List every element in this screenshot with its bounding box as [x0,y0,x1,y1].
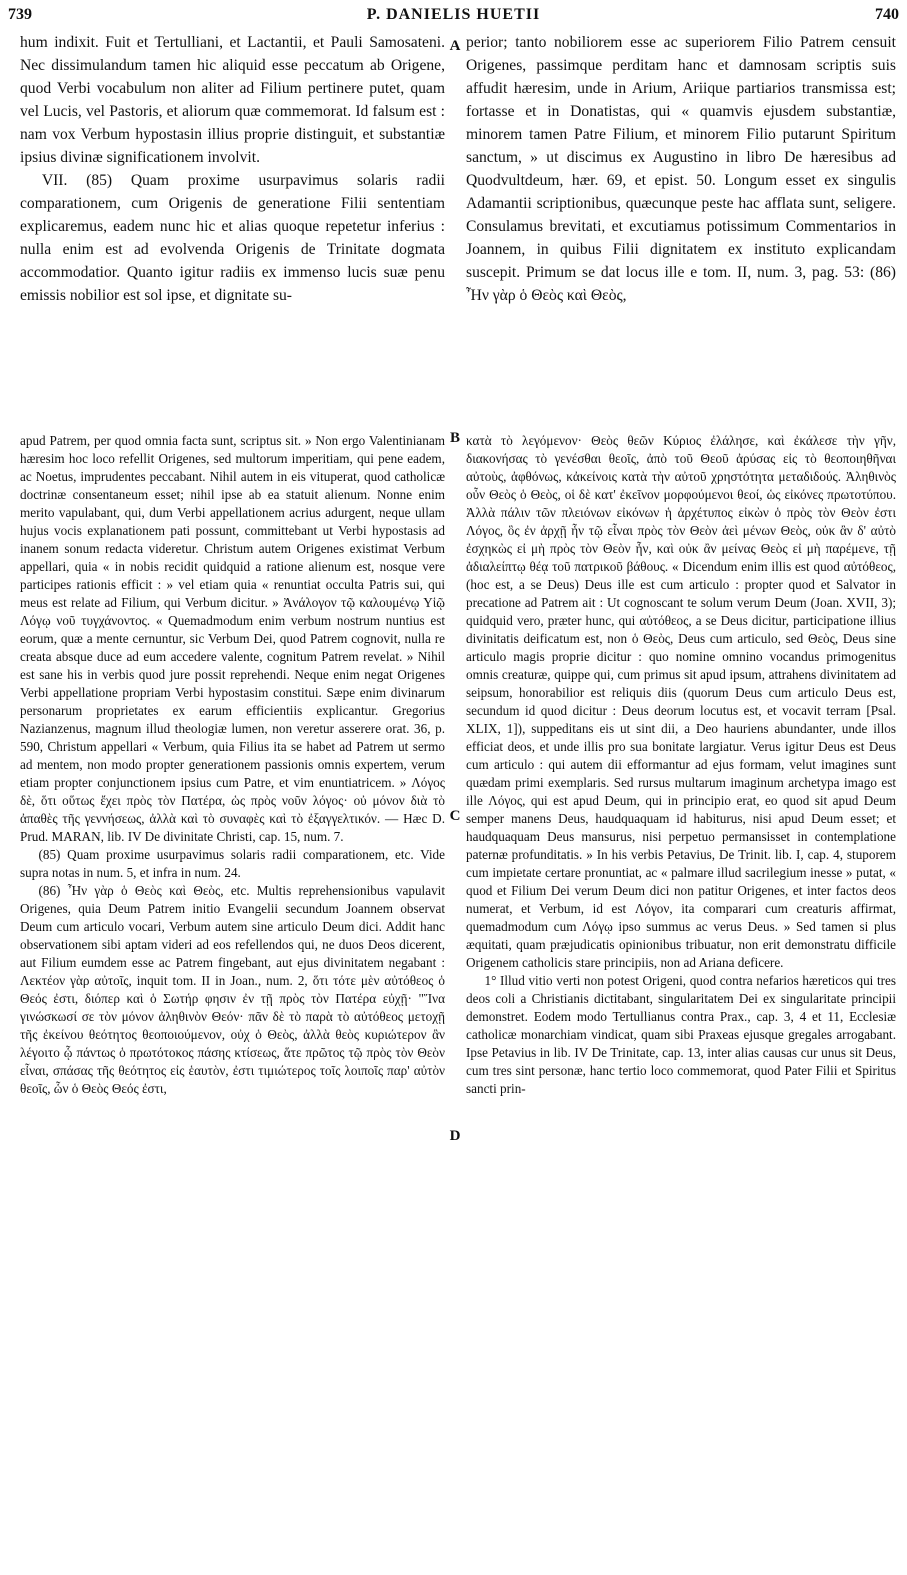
note-paragraph: κατὰ τὸ λεγόμενον· Θεὸς θεῶν Κύριος ἐλάλησε, καὶ ἐκάλεσε τὴν γῆν, διακονήσας τὸ γενέσθαι θεοῖς, ἀπὸ τοῦ Θεοῦ ἀρύσας εἰς τὸ θεοποιηθῆναι αὐτοὺς, ἀφθόνως, κἀκείνοις κατὰ τὴν αὐτοῦ χρηστότητα μεταδιδούς. Ἀληθινὸς οὖν Θεὸς ὁ Θεὸς, οἱ δὲ κατ' ἐκεῖνον μορφούμενοι θεοί, ὡς εἰκόνες πρωτοτύπου. Ἀλλὰ πάλιν τῶν πλειόνων εἰκόνων ἡ ἀρχέτυπος εἰκὼν ὁ πρὸς τὸν Θεὸν ἐστι Λόγος, ὃς ἐν ἀρχῇ ἦν τῷ εἶναι πρὸς τὸν Θεὸν ἀεὶ μένων Θεὸς, οὐκ ἂν δ' αὐτὸ ἐσχηκὼς εἰ μὴ πρὸς τὸν Θεὸν ἦν, καὶ οὐκ ἂν μείνας Θεὸς εἰ μὴ παρέμενε, τῇ ἀδιαλείπτῳ θέᾳ τοῦ πατρικοῦ βάθους. « Dicendum enim illis est quod αὐτόθεος, (hoc est, a se Deus) Deus ille est cum articulo : propter quod et Salvator in precatione ad Patrem ait : Ut cognoscant te solum verum Deum (Joan. XVII, 3); quidquid vero, præter hunc, qui αὐτόθεος, a se Deus dicitur, participatione illius divinitatis deificatum est, non ὁ Θεὸς, Deus cum articulo, sed Θεὸς, Deus sine articulo magis proprie dicitur : quo nomine omnino vocandus primogenitus omnis creaturæ, quippe qui, cum primus sit apud ipsum, attrahens divinitatem ad seipsum, honorabilior est reliquis diis (quorum Deus cum articulo Deus est, secundum id quod dicitur : Deus deorum locutus est, et vocavit terram [Psal. XLIX, 1]), suppeditans eis ut sint dii, a Deo hauriens abundanter, unde illos efficiat deos, et unde illis pro sua bonitate largiatur. Verus igitur Deus est Deus cum articulo : qui autem dii efformantur ad ejus formam, velut imagines sunt quædam primi exemplaris. Sed rursus multarum imaginum archetypa imago est ille Λόγος, qui est apud Deum, qui in principio erat, eo quod sit apud Deum semper manens Deus, haudquaquam id habiturus, nisi apud Deum esset; et haudquaquam Deus mansurus, nisi perpetuo permansisset in contemplatione paternæ profunditatis. » In his verbis Petavius, De Trinit. lib. I, cap. 4, stuporem cum impietate certare pronuntiat, ac « palmare illud sacrilegium inesse » putat, « quod et Filium Dei verum Deum dici non patitur Origenes, et inter factos deos numerat, et Verbum, id est Λόγον, ita comparari cum creaturis affirmat, quemadmodum cum Λόγῳ ipso summus ac verus Deus. » Sed tamen si plus æquitati, quam præjudicatis opinionibus tribuatur, non erit demonstratu difficile Origenem catholicis stare principiis, non ad Ariana deficere. [466,433,896,970]
margin-marker-c: C [449,808,461,824]
lower-right-notes-column [466,432,896,1567]
paragraph: hum indixit. Fuit et Tertulliani, et Lactantii, et Pauli Samosateni. Nec dissimulandum tamen hic aliquid esse peccatum ab Origene, quod Verbi vocabulum non aliter ad Filium pertinere putet, quam vel Lucis, vel Pastoris, et aliorum quæ commemorat. Id falsum est : nam vox Verbum hypostasin illius proprie distinguit, et substantiæ ipsius divinæ significationem involvit. [20,34,445,166]
upper-right-column [466,31,896,426]
upper-left-column [20,31,445,426]
paragraph: perior; tanto nobiliorem esse ac superiorem Filio Patrem censuit Origenes, passimque perditam hanc et damnosam scriptis suis affudit hæresim, unde in Arium, Ariique partiarios transmissa est; fortasse et in Donatistas, qui « quamvis ejusdem substantiæ, minorem tamen Patre Filium, et minorem Filio putarunt Spiritum sanctum, » ut discimus ex Augustino in libro De hæresibus ad Quodvultdeum, hær. 69, et epist. 50. Longum esset ex singulis Adamantii scriptionibus, quæcunque peste hac afflata sunt, seligere. Consulamus brevitati, et excutiamus potissimum Commentarios in Joannem, in quibus Filii dignitatem ex instituto explicandam suscepit. Primum se dat locus ille e tom. II, num. 3, pag. 53: (86) Ἦν γὰρ ὁ Θεὸς καὶ Θεὸς, [466,34,896,304]
running-title: P. DANIELIS HUETII [366,6,541,23]
note-paragraph: apud Patrem, per quod omnia facta sunt, scriptus sit. » Non ergo Valentinianam hæresim hoc loco refellit Origenes, sed multorum imperitiam, qui pene eadem, ac Noetus, imprudentes peccabant. Nihil autem in eis vituperat, quod catholicæ doctrinæ consentaneum esset; nihil ipse ab ea statuit alienum. Nonne enim merito vapulabant, qui, dum Verbi appellationem acrius adurgent, neque ullam hujus vocis explanationem pati possunt, committebant ut Verbi hypostasis ad inanem sonum redacta videretur. Christum autem Origenes existimat Verbum appellari, quia « in nobis recidit quidquid a ratione alienum est, nosque vere participes rationis efficit : » vel etiam quia « renuntiat occulta Patris sui, qui meus est relate ad Filium, qui Verbum dicitur. » Ἀνάλογον τῷ καλουμένῳ Υἱῷ Λόγῳ νοῦ τυγχάνοντος. « Quemadmodum enim verbum nostrum nuntius est eorum, quæ a mente cernuntur, sic Verbum Dei, quod Patrem cognovit, nulla re creata absque duce ad eum accedere valente, cognitum Patrem revelat. » Nihil est sane his in verbis quod jure possit reprehendi. Neque enim negat Origenes Verbi appellatione propriam Verbi hypostasim constitui. Sæpe enim divinarum personarum proprietates ex earum efficientiis explicantur. Gregorius Nazianzenus, magnum illud theologiæ lumen, non veretur asserere orat. 36, p. 590, Christum appellari « Verbum, quia Filius ita se habet ad Patrem ut sermo ad mentem, non modo propter generationem passionis omnis expertem, verum etiam propter conjunctionem ipsius cum Patre, et vim enuntiatricem. » Λόγος δὲ, ὅτι οὕτως ἔχει πρὸς τὸν Πατέρα, ὡς πρὸς νοῦν λόγος· οὐ μόνον διὰ τὸ ἀπαθὲς τῆς γεννήσεως, ἀλλὰ καὶ τὸ συναφὲς καὶ τὸ ἐξαγγελτικόν. — Hæc D. Prud. MARAN, lib. IV De divinitate Christi, cap. 15, num. 7. [20,433,445,844]
lower-left-notes-column [20,432,445,1567]
margin-marker-b: B [449,430,460,446]
page-number-left: 739 [8,6,32,23]
note-paragraph: (86) Ἦν γὰρ ὁ Θεὸς καὶ Θεὸς, etc. Multis reprehensionibus vapulavit Origenes, quia Deum Patrem initio Evangelii secundum Joannem observat Deum cum articulo vocari, Verbum autem sine articulo Deum dici. Addit hanc observationem sibi aptam videri ad eos refellendos qui, ne duos Deos dicerent, aut Filium eumdem esse ac Patrem fingebant, aut ejus divinitatem negabant : Λεκτέον γὰρ αὐτοῖς, inquit tom. II in Joan., num. 2, ὅτι τότε μὲν αὐτόθεος ὁ Θεός ἐστι, διόπερ καὶ ὁ Σωτήρ φησιν ἐν τῇ πρὸς τὸν Πατέρα εὐχῇ· "Ἵνα γινώσκωσί σε τὸν μόνον ἀληθινὸν Θεόν· πᾶν δὲ τὸ παρὰ τὸ αὐτόθεος μετοχῇ τῆς ἐκείνου θεότητος θεοποιούμενον, οὐχ ὁ Θεὸς, ἀλλὰ θεὸς κυριώτερον ἂν λέγοιτο ᾧ πάντως ὁ πρωτότοκος πάσης κτίσεως, ἅτε πρῶτος τῷ πρὸς τὸν Θεὸν εἶναι, σπάσας τῆς θεότητος εἰς ἑαυτὸν, ἐστι τιμιώτερος τοῖς λοιποῖς παρ' αὐτὸν θεοῖς, ὧν ὁ Θεὸς Θεός ἐστι, [20,883,445,1096]
margin-marker-a: A [449,38,461,54]
note-paragraph: 1° Illud vitio verti non potest Origeni, quod contra nefarios hæreticos qui tres deos coli a Christianis dictitabant, singularitatem Dei ex singularitate principii demonstret. Eodem modo Tertullianus contra Prax., cap. 3, 4 et 11, Ecclesiæ catholicæ monarchiam vindicat, quam sibi Praxeas ejusque gregales arrogabant. Ipse Petavius in lib. IV De Trinitate, cap. 13, inter alias causas cur unus sit Deus, cum tres sint personæ, hanc tertio loco commemorat, quod Pater Filii et Spiritus sancti prin- [466,973,896,1096]
paragraph: VII. (85) Quam proxime usurpavimus solaris radii comparationem, cum Origenis de generatione Filii sententiam explicaremus, eadem nunc hic et alias quoque repetetur inferius : nulla enim est ad evolvenda Origenis de Trinitate dogmata accommodatior. Quanto igitur radiis ex immenso lucis suæ penu emissis nobilior est sol ipse, et dignitate su- [20,172,445,304]
page-header [8,6,899,28]
note-paragraph: (85) Quam proxime usurpavimus solaris radii comparationem, etc. Vide supra notas in num. 5, et infra in num. 24. [20,847,445,880]
margin-marker-d: D [449,1128,461,1144]
page-number-right: 740 [875,6,899,23]
